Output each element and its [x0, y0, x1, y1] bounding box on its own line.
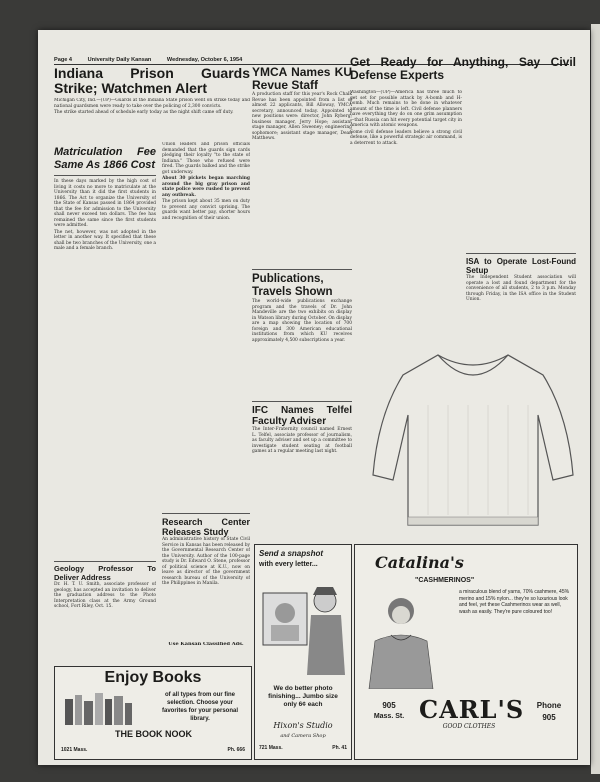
soldier-with-photo-illustration: [259, 575, 345, 675]
story-matriculation: [54, 146, 156, 562]
ad-book-address: 1021 Mass.: [61, 747, 88, 753]
headline-research: Research Center Releases Study: [162, 517, 250, 537]
ad-hixons-studio: [254, 544, 352, 760]
paragraph: Union leaders and prison officials demanded that the guards sign cards pledging their loyalty "to the state of Indiana." Those who refused were fired. The guards balked and the strike got underway.: [162, 142, 250, 175]
story-prison-lead: [54, 98, 250, 144]
story-publications: [252, 266, 352, 416]
paragraph: The net, however, was not adopted in the letter in another way. It specified that these shall be two branches of the University, one a male and a female branch.: [54, 229, 156, 251]
story-isa: [466, 250, 576, 340]
ad-book-nook: [54, 666, 252, 760]
ad-book-store: THE BOOK NOOK: [115, 729, 193, 739]
paragraph: The Independent Student association will operate a lost and found department for the convenience of all students, 2 to 3 p.m. Monday through Friday, in the ISA office in the Student Union.: [466, 275, 576, 302]
paragraph: The strike started ahead of schedule early today as the night shift came off duty.: [54, 110, 234, 115]
ad-book-phone: Ph. 666: [227, 747, 245, 753]
paragraph: A production staff for this year's Rock Chalk Revue has been appointed from a list of almost 22 applicants, Bill Alloway, YMCA secretary, announced today. Appointed to new positions were: director, John Ryberg; business manager, Jerry Hope; assistant stage manager, Allen Sweeney; engineering sophomore; assistant stage manager, Dean Matthews.: [252, 92, 352, 141]
divider: [162, 513, 250, 514]
ad-catalina-brand: Catalina's: [375, 553, 464, 572]
divider: [54, 561, 156, 562]
paragraph: About 30 pickets began marching around the big gray prison and state police were rushed to prevent any outbreak.: [162, 176, 250, 198]
issue-date: Wednesday, October 6, 1954: [166, 57, 243, 63]
books-icon: [63, 691, 135, 727]
adjacent-page-edge: [591, 24, 600, 774]
headline-matriculation: Matriculation Fee Same As 1866 Cost: [54, 146, 156, 171]
sweater-illustration: [368, 335, 578, 535]
divider: [54, 175, 156, 176]
ad-carls-catalina: [354, 544, 578, 760]
ad-carls-tagline: GOOD CLOTHES: [442, 723, 496, 730]
ad-catalina-blurb: a miraculous blend of yarns, 70% cashmere, 45% merino and 15% nylon... they're so luxurious look and feel, yet these Cashmerinos wear as well, wash as easily. They're pure coloured too!: [459, 589, 570, 615]
classified-tagline: Use Kansan Classified Ads.: [168, 642, 244, 647]
story-geology: [54, 558, 156, 668]
ad-snapshot-address: 721 Mass.: [259, 745, 283, 751]
ad-carls-phone-label: Phone: [536, 701, 562, 710]
paragraph: Dr. H. T. U. Smith, associate professor of geology, has accepted an invitation to deliver the graduation address to the Photo Interpretation class at the Army Ground school, Fort Riley, Oct. 15.: [54, 582, 156, 609]
ad-snapshot-line1: Send a snapshot: [259, 549, 324, 558]
ad-snapshot-service: We do better photo finishing... Jumbo size only 6¢ each: [268, 685, 338, 708]
ad-carls-phone: 905: [542, 713, 556, 722]
paragraph: Michigan City, Ind.—(UP)—Guards at the Indiana State prison went on strike today and national guardsmen were ready to take over the policing of 2,300 convicts.: [54, 98, 250, 109]
ad-carls-address-number: 905: [382, 701, 396, 710]
paragraph: An administrative history of State Civil Service in Kansas has been released by the Governmental Research Center of the University. Author of the 100-page study is Dr. Edward O. Stene, professor of political science at K.U., now on leave as director of the government research bureau of the University of the Philippines in Manila.: [162, 537, 250, 586]
story-ymca: [252, 66, 352, 266]
headline-prison: Indiana Prison Guards Strike; Watchmen Alert: [54, 66, 250, 96]
page-number: Page 4: [54, 57, 73, 63]
ad-catalina-product: "CASHMERINOS": [415, 577, 475, 584]
paragraph: The prison kept about 35 men on duty to prevent any convict uprising. The guards want better pay, shorter hours and recognition of their union.: [162, 199, 250, 221]
divider: [252, 269, 352, 270]
headline-isa: ISA to Operate Lost-Found Setup: [466, 257, 576, 275]
paragraph: In these days marked by the high cost of living it costs no more to matriculate at the University than it did the first students in 1866. The Act to organize the University of the State of Kansas passed in 1864 provided that the fee for admission to the University shall never exceed ten dollars. The fee has remained the same since the first students were admitted.: [54, 179, 156, 228]
story-ifc: [252, 398, 352, 548]
paragraph: The world-wide publications exchange program and the travels of Dr. John Mandeville are the two exhibits on display in Watson library during October. On display are a map showing the location of 700 foreign and 300 American educational institutions from which KU receives approximately 4,500 subscriptions a year.: [252, 299, 352, 343]
story-prison-continued: [162, 142, 250, 277]
ad-snapshot-line2: with every letter...: [259, 561, 318, 568]
ad-snapshot-phone: Ph. 41: [332, 745, 347, 751]
ad-book-title: Enjoy Books: [104, 669, 202, 686]
headline-civil-defense: Get Ready for Anything, Say Civil Defense Experts: [350, 56, 576, 82]
divider: [466, 253, 576, 254]
paragraph: Washington—(UP)—America has three much to get set for possible attack by A-bomb and H-bomb. Much remains to be done in whatever amount of the time is left. Civil defense planners have everything they do on one grim assumption—that Russia can hit every potential target city in America with atomic weapons.: [350, 90, 462, 128]
ad-carls-address-street: Mass. St.: [373, 713, 405, 720]
headline-ifc: IFC Names Telfel Faculty Adviser: [252, 405, 352, 427]
headline-geology: Geology Professor To Deliver Address: [54, 564, 156, 582]
ad-carls-logo: CARL'S: [419, 695, 525, 724]
ad-book-tagline: of all types from our fine selection. Choose your favorites for your personal library.: [161, 692, 239, 722]
newspaper-page: [38, 30, 590, 765]
woman-in-sweater-illustration: [361, 589, 445, 689]
headline-ymca: YMCA Names KU Revue Staff: [252, 66, 352, 92]
divider: [252, 401, 352, 402]
paragraph: The Inter-Fraternity council named Ernest L. Telfel, associate professor of journalism, as faculty adviser and set up a committee to investigate student seating at football games at a regular meeting last night.: [252, 427, 352, 454]
newspaper-name: University Daily Kansan: [87, 57, 152, 63]
headline-publications: Publications, Travels Shown: [252, 273, 333, 298]
story-civil-defense: [350, 90, 462, 340]
ad-snapshot-tagline: and Camera Shop: [280, 733, 326, 739]
paragraph: Some civil defense leaders believe a strong civil defense, like a powerful strategic air command, is a deterrent to attack.: [350, 129, 462, 146]
ad-snapshot-store: Hixon's Studio: [273, 721, 333, 730]
